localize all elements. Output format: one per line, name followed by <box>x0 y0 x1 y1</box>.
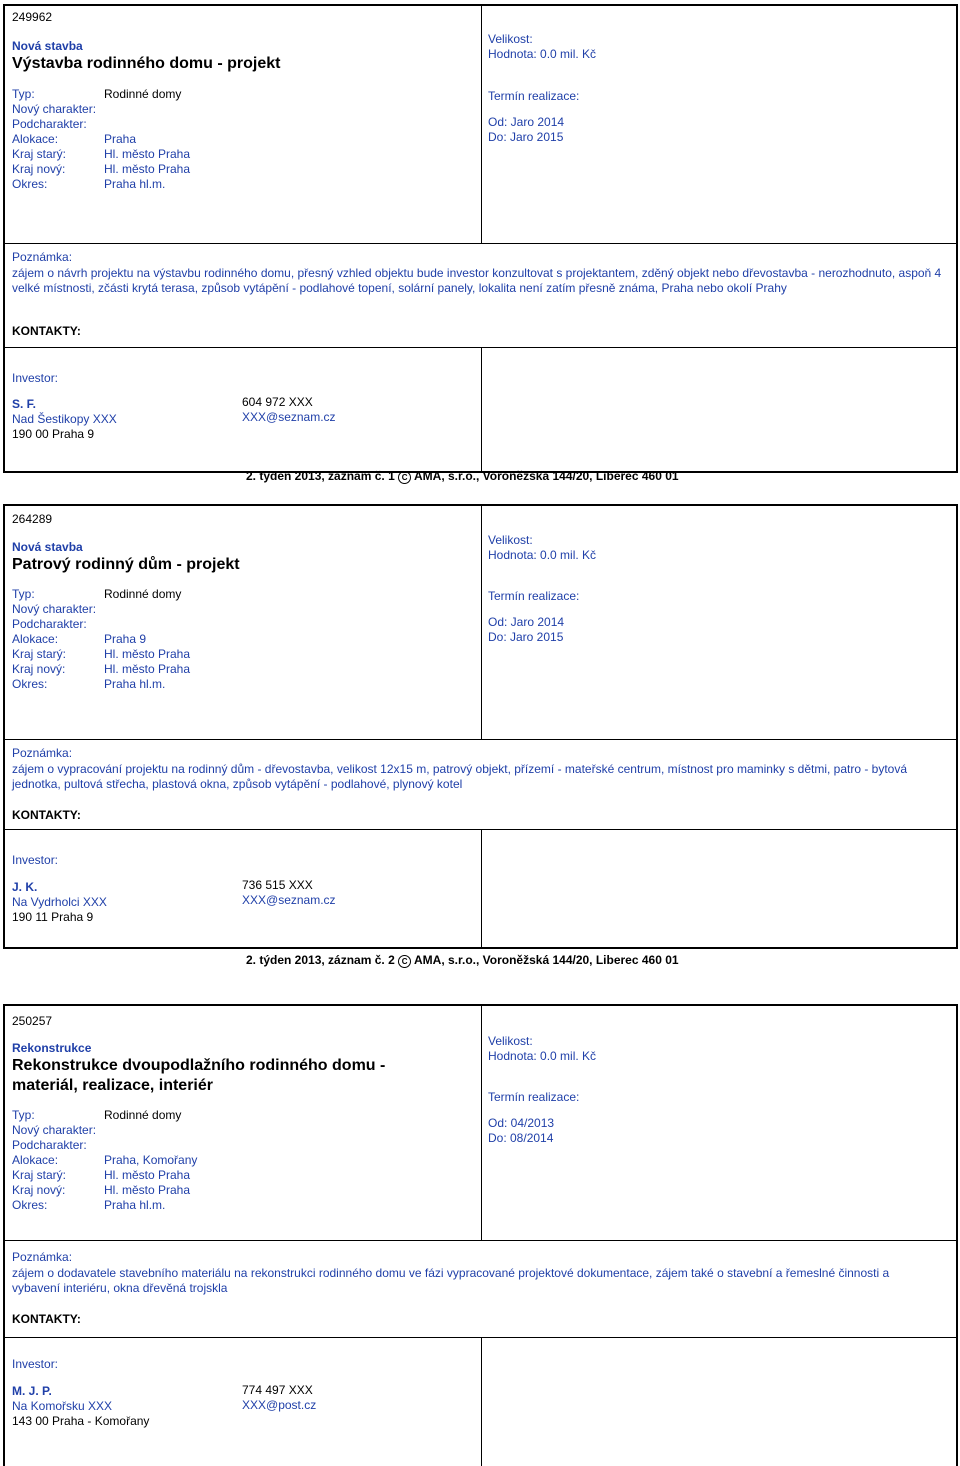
investor-email: XXX@post.cz <box>242 1398 317 1412</box>
investor-name: S. F. <box>12 397 37 411</box>
term-do: Do: 08/2014 <box>488 1131 554 1145</box>
record-footer: 2. týden 2013, záznam č. 2 C AMA, s.r.o., Voroněžská 144/20, Liberec 460 01 <box>246 953 679 967</box>
kraj-novy-value: Hl. město Praha <box>104 662 191 676</box>
record-attributes: Typ: Rodinné domy Nový charakter: Podcharakter: Alokace: Praha 9 Kraj starý: Hl. město Praha Kraj nový: Hl. město Praha Okres: Praha hl.m. <box>12 587 191 691</box>
investor-contact <box>242 1383 316 1413</box>
kraj-stary-value: Hl. město Praha <box>104 647 191 661</box>
note-text: zájem o návrh projektu na výstavbu rodinného domu, přesný vzhled objektu bude investor konzultovat s projektantem, zděný objekt nebo dřevostavba - nerozhodnuto, aspoň 4 velké místnosti, zčásti krytá terasa, způsob vytápění - podlahové topení, solární panely, lokalita není zatím přesně známa, Praha nebo okolí Prahy <box>12 266 942 295</box>
record-value-block: Velikost: Hodnota: 0.0 mil. Kč <box>488 533 597 562</box>
investor-street: Nad Šestikopy XXX <box>12 412 117 426</box>
investor-label: Investor: <box>12 853 59 867</box>
record-term-block: Termín realizace: Od: Jaro 2014 Do: Jaro 2015 <box>488 589 580 644</box>
contacts-heading: KONTAKTY: <box>12 324 81 338</box>
record-3 <box>3 1004 956 1451</box>
note-label: Poznámka: <box>12 250 73 264</box>
record-2 <box>3 504 956 974</box>
investor-street: Na Komořsku XXX <box>12 1399 113 1413</box>
record-id: 249962 <box>12 10 53 24</box>
kraj-novy-value: Hl. město Praha <box>104 1183 191 1197</box>
record-value-block: Velikost: Hodnota: 0.0 mil. Kč <box>488 32 597 61</box>
typ-value: Rodinné domy <box>104 587 182 601</box>
investor-city: 190 00 Praha 9 <box>12 427 95 441</box>
investor-address <box>12 397 117 442</box>
contacts-heading: KONTAKTY: <box>12 1312 81 1326</box>
record-id: 250257 <box>12 1014 53 1028</box>
typ-value: Rodinné domy <box>104 87 182 101</box>
record-box <box>3 4 958 473</box>
record-term-block: Termín realizace: Od: Jaro 2014 Do: Jaro 2015 <box>488 89 580 144</box>
okres-value: Praha hl.m. <box>104 177 166 191</box>
record-box <box>3 504 958 949</box>
investor-city: 143 00 Praha - Komořany <box>12 1414 150 1428</box>
copyright-icon: C <box>398 955 411 968</box>
investor-email: XXX@seznam.cz <box>242 410 336 424</box>
record-id: 264289 <box>12 512 53 526</box>
record-footer: 2. týden 2013, záznam č. 1 C AMA, s.r.o., Voroněžská 144/20, Liberec 460 01 <box>246 469 679 483</box>
record-title: Výstavba rodinného domu - projekt <box>12 55 281 72</box>
okres-value: Praha hl.m. <box>104 677 166 691</box>
contacts-heading: KONTAKTY: <box>12 808 81 822</box>
term-od: Od: 04/2013 <box>488 1116 555 1130</box>
kraj-novy-value: Hl. město Praha <box>104 162 191 176</box>
alokace-value: Praha <box>104 132 137 146</box>
investor-street: Na Vydrholci XXX <box>12 895 107 909</box>
copyright-icon: C <box>398 471 411 484</box>
kraj-stary-value: Hl. město Praha <box>104 147 191 161</box>
investor-contact <box>242 878 336 908</box>
record-box <box>3 1004 958 1466</box>
investor-address <box>12 1384 149 1429</box>
record-category: Nová stavba <box>12 540 83 554</box>
record-attributes: Typ: Rodinné domy Nový charakter: Podcharakter: Alokace: Praha, Komořany Kraj starý: Hl. město Praha Kraj nový: Hl. město Praha Okres: Praha hl.m. <box>12 1108 198 1212</box>
record-attributes: Typ: Rodinné domy Nový charakter: Podcharakter: Alokace: Praha Kraj starý: Hl. město Praha Kraj nový: Hl. město Praha Okres: Praha hl.m. <box>12 87 191 191</box>
note-text: zájem o vypracování projektu na rodinný dům - dřevostavba, velikost 12x15 m, patrový objekt, přízemí - mateřské centrum, místnost pro maminky s dětmi, patro - bytová jednotka, pultová střecha, plastová okna, způsob vytápění - podlahové, plynový kotel <box>12 762 908 791</box>
record-1 <box>3 4 956 492</box>
investor-phone: 604 972 XXX <box>242 395 313 409</box>
note-text: zájem o dodavatele stavebního materiálu na rekonstrukci rodinného domu ve fázi vypracované projektové dokumentace, zájem také o stavební a řemeslné činnosti a vybavení interiéru, okna dřevěná trojskla <box>12 1266 890 1295</box>
record-value-block: Velikost: Hodnota: 0.0 mil. Kč <box>488 1034 597 1063</box>
kraj-stary-value: Hl. město Praha <box>104 1168 191 1182</box>
term-od: Od: Jaro 2014 <box>488 615 565 629</box>
investor-name: J. K. <box>12 880 38 894</box>
investor-email: XXX@seznam.cz <box>242 893 336 907</box>
record-term-block: Termín realizace: Od: 04/2013 Do: 08/2014 <box>488 1090 580 1145</box>
record-category: Rekonstrukce <box>12 1041 92 1055</box>
record-category: Nová stavba <box>12 39 83 53</box>
alokace-value: Praha 9 <box>104 632 147 646</box>
investor-address <box>12 880 107 925</box>
term-do: Do: Jaro 2015 <box>488 130 564 144</box>
hodnota-value: Hodnota: 0.0 mil. Kč <box>488 47 597 61</box>
hodnota-value: Hodnota: 0.0 mil. Kč <box>488 548 597 562</box>
note-label: Poznámka: <box>12 746 73 760</box>
typ-value: Rodinné domy <box>104 1108 182 1122</box>
term-do: Do: Jaro 2015 <box>488 630 564 644</box>
investor-label: Investor: <box>12 371 59 385</box>
okres-value: Praha hl.m. <box>104 1198 166 1212</box>
investor-contact <box>242 395 336 425</box>
investor-phone: 736 515 XXX <box>242 878 313 892</box>
investor-city: 190 11 Praha 9 <box>12 910 94 924</box>
hodnota-value: Hodnota: 0.0 mil. Kč <box>488 1049 597 1063</box>
record-title: Rekonstrukce dvoupodlažního rodinného domu - materiál, realizace, interiér <box>12 1057 386 1094</box>
record-title: Patrový rodinný dům - projekt <box>12 556 240 573</box>
investor-phone: 774 497 XXX <box>242 1383 313 1397</box>
note-label: Poznámka: <box>12 1250 73 1264</box>
term-od: Od: Jaro 2014 <box>488 115 565 129</box>
investor-name: M. J. P. <box>12 1384 52 1398</box>
alokace-value: Praha, Komořany <box>104 1153 198 1167</box>
investor-label: Investor: <box>12 1357 59 1371</box>
